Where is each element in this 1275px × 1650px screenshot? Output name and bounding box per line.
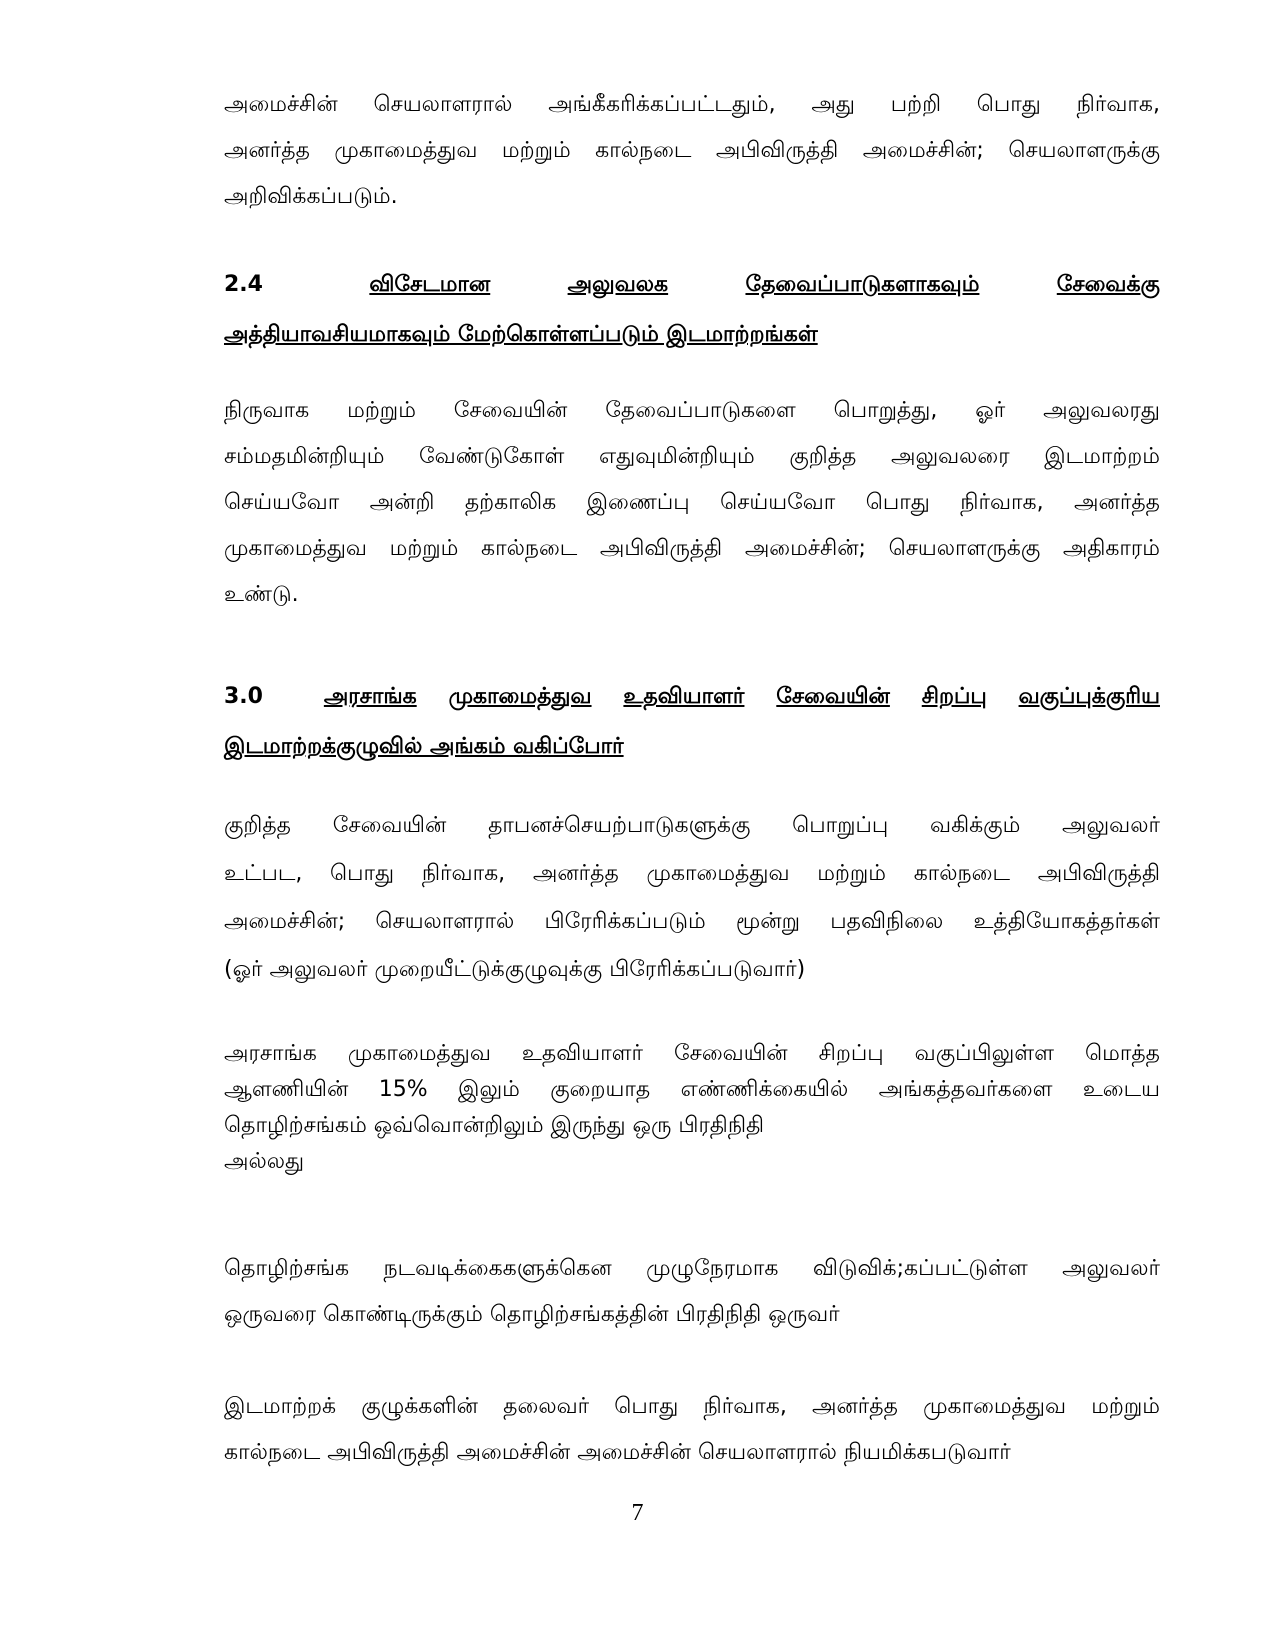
paragraph-line: முகாமைத்துவ மற்றும் கால்நடை அபிவிருத்தி அமைச்சின்; செயலாளருக்கு அதிகாரம் [224,536,1160,561]
heading-line: இடமாற்றக்குழுவில் அங்கம் வகிப்போர் [224,734,624,759]
section-number: 3.0 [224,684,263,709]
paragraph-line: தொழிற்சங்கம் ஒவ்வொன்றிலும் இருந்து ஒரு பிரதிநிதி [224,1113,765,1138]
union-representative-paragraph [224,1036,1160,1180]
paragraph-line: உண்டு. [224,582,299,607]
heading-line [224,260,1160,310]
heading-word: அலுவலக [567,272,669,297]
section-heading-3-0 [224,672,1160,772]
heading-word: வகுப்புக்குரிய [1018,684,1160,709]
heading-word: சேவைக்கு [1056,272,1160,297]
section-heading-2-4 [224,260,1160,360]
paragraph-line: உட்பட, பொது நிர்வாக, அனர்த்த முகாமைத்துவ மற்றும் கால்நடை அபிவிருத்தி [224,861,1160,886]
paragraph-line: ஒருவரை கொண்டிருக்கும் தொழிற்சங்கத்தின் பிரதிநிதி ஒருவர் [224,1302,840,1327]
section-3-0-body [224,802,1160,994]
paragraph-line: செய்யவோ அன்றி தற்காலிக இணைப்பு செய்யவோ பொது நிர்வாக, அனர்த்த [224,490,1160,515]
section-2-4-body [224,388,1160,618]
committee-chair-paragraph [224,1384,1160,1476]
fulltime-officer-paragraph [224,1246,1160,1338]
paragraph-line: இடமாற்றக் குழுக்களின் தலைவர் பொது நிர்வாக, அனர்த்த முகாமைத்துவ மற்றும் [224,1394,1160,1419]
intro-paragraph [224,82,1160,220]
heading-word: முகாமைத்துவ [448,684,592,709]
paragraph-line: அனர்த்த முகாமைத்துவ மற்றும் கால்நடை அபிவிருத்தி அமைச்சின்; செயலாளருக்கு [224,138,1160,163]
section-number: 2.4 [224,272,263,297]
paragraph-line: (ஓர் அலுவலர் முறையீட்டுக்குழுவுக்கு பிரேரிக்கப்படுவார்) [224,957,806,982]
paragraph-line: சம்மதமின்றியும் வேண்டுகோள் எதுவுமின்றியும் குறித்த அலுவலரை இடமாற்றம் [224,444,1160,469]
heading-word: விசேடமான [369,272,491,297]
heading-word: சிறப்பு [921,684,987,709]
heading-line [224,672,1160,722]
heading-line: அத்தியாவசியமாகவும் மேற்கொள்ளப்படும் இடமாற்றங்கள் [224,322,818,347]
heading-word: சேவையின் [776,684,890,709]
heading-word: அரசாங்க [323,684,417,709]
paragraph-line: தொழிற்சங்க நடவடிக்கைகளுக்கென முழுநேரமாக விடுவிக்;கப்பட்டுள்ள அலுவலர் [224,1256,1160,1281]
paragraph-line: அறிவிக்கப்படும். [224,184,398,209]
heading-word: தேவைப்பாடுகளாகவும் [745,272,980,297]
paragraph-line: ஆளணியின் 15% இலும் குறையாத எண்ணிக்கையில் அங்கத்தவர்களை உடைய [224,1077,1160,1102]
paragraph-line: அமைச்சின்; செயலாளரால் பிரேரிக்கப்படும் மூன்று பதவிநிலை உத்தியோகத்தர்கள் [224,909,1160,934]
heading-word: உதவியாளர் [623,684,745,709]
paragraph-line: அமைச்சின் செயலாளரால் அங்கீகரிக்கப்பட்டதும், அது பற்றி பொது நிர்வாக, [224,92,1160,117]
paragraph-line: குறித்த சேவையின் தாபனச்செயற்பாடுகளுக்கு பொறுப்பு வகிக்கும் அலுவலர் [224,813,1160,838]
paragraph-line: அல்லது [224,1149,305,1174]
paragraph-line: கால்நடை அபிவிருத்தி அமைச்சின் அமைச்சின் செயலாளரால் நியமிக்கபடுவார் [224,1440,1011,1465]
paragraph-line: அரசாங்க முகாமைத்துவ உதவியாளர் சேவையின் சிறப்பு வகுப்பிலுள்ள மொத்த [224,1041,1160,1066]
paragraph-line: நிருவாக மற்றும் சேவையின் தேவைப்பாடுகளை பொறுத்து, ஓர் அலுவலரது [224,398,1160,423]
page-number: 7 [631,1500,644,1526]
